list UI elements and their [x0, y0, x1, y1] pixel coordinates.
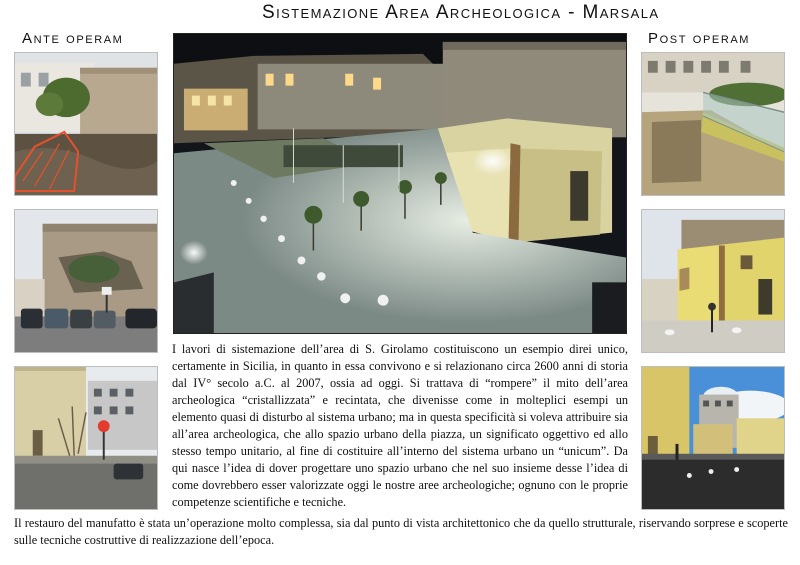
after-photo-1 [641, 52, 785, 196]
page-title: Sistemazione Area Archeologica - Marsala [262, 2, 660, 23]
main-night-photo [173, 33, 627, 334]
before-label: Ante operam [22, 30, 124, 47]
after-label: Post operam [648, 30, 751, 47]
after-photo-2 [641, 209, 785, 353]
before-photo-2 [14, 209, 158, 353]
before-photo-3 [14, 366, 158, 510]
before-photo-1 [14, 52, 158, 196]
main-description: I lavori di sistemazione dell’area di S. Girolamo costituiscono un esempio direi unico, certamente in Sicilia, in quanto in essa convivono e si relazionano circa 2600 anni di storia dal IV° secolo a.C. al 2007, ossia ad oggi. Si trattava di “rompere” il mito dell’area archeologica “cristallizzata” e recintata, che divenisse come in molteplici esempi un elemento quasi di disturbo al sistema urbano; ma in questa specificità si voleva attribuire sia all’area archeologica, che allo spazio urbano della piazza, un significato oggettivo ed allo stesso tempo unitario, al fine di costituire all’interno del sistema urbano un “unicum”. Da qui nasce l’idea di dover progettare uno spazio urbano che nel suo insieme desse l’idea di come dovrebbero esser valorizzate oggi le nostre aree archeologiche; ognuno con le proprie competenze scientifiche e tecniche. [172, 342, 628, 510]
after-photo-3 [641, 366, 785, 510]
footer-description: Il restauro del manufatto è stata un’operazione molto complessa, sia dal punto di vista architettonico che da quello strutturale, riservando sorprese e scoperte sulle tecniche costruttive di realizzazione dell’epoca. [14, 516, 788, 547]
